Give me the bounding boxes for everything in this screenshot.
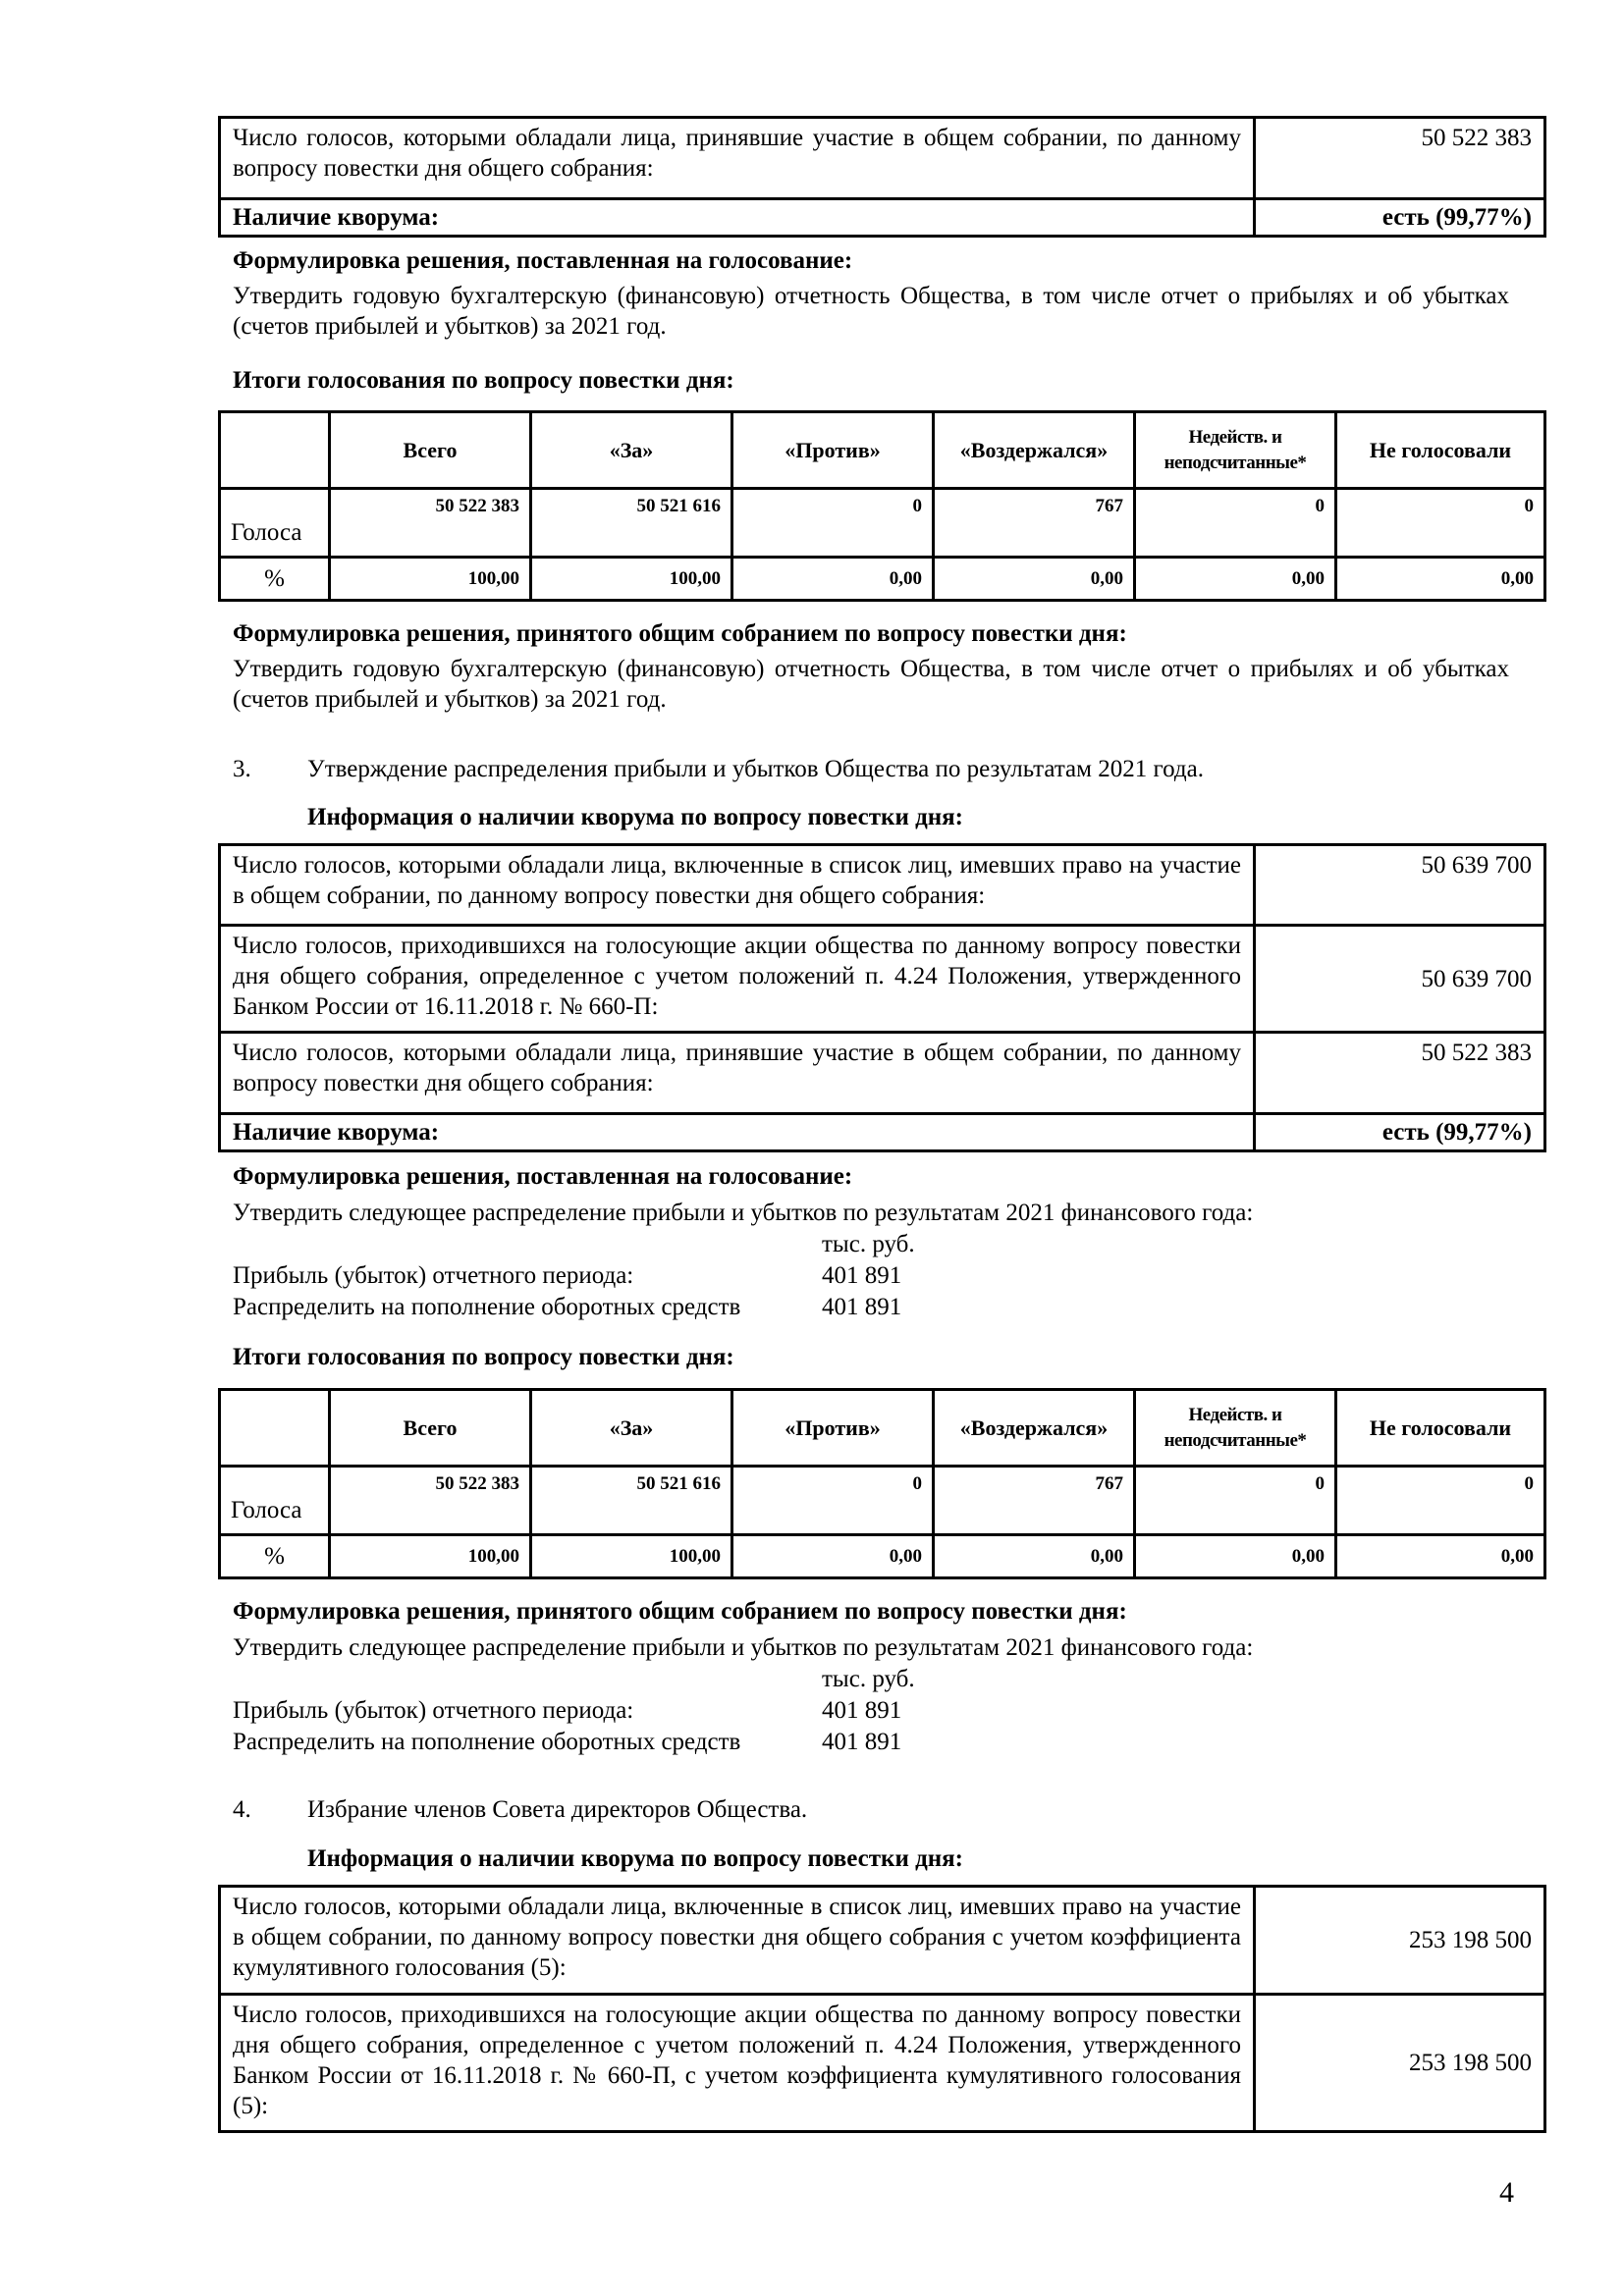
q3-quorum-heading: Информация о наличии кворума по вопросу повестки дня: [307,804,963,830]
q2-proposed-heading: Формулировка решения, поставленная на голосование: [233,247,853,274]
quorum-row-label: Число голосов, которыми обладали лица, включенные в список лиц, имевших право на участие в общем собрании, по данному вопросу повестки дня общего собрания: [220,845,1255,926]
distribution-label: Прибыль (убыток) отчетного периода: [233,1697,634,1724]
q2-quorum-table [218,116,1546,238]
quorum-value: есть (99,77%) [1255,199,1545,237]
pct-for: 100,00 [531,558,732,601]
quorum-result-row [220,1114,1545,1151]
header-not-voted: Не голосовали [1336,412,1545,489]
header-against: «Против» [732,1390,934,1467]
page-number: 4 [1499,2176,1514,2209]
q3-adopted-heading: Формулировка решения, принятого общим собранием по вопросу повестки дня: [233,1598,1127,1625]
q3-results-table [218,1388,1546,1579]
results-header-row [220,412,1545,489]
results-corner-cell [220,1390,330,1467]
quorum-row-label: Число голосов, которыми обладали лица, принявшие участие в общем собрании, по данному вопросу повестки дня общего собрания: [220,1033,1255,1114]
table-row [220,1887,1545,1995]
votes-against: 0 [732,1467,934,1535]
quorum-row-value: 50 639 700 [1255,926,1545,1033]
pct-label: % [220,1535,330,1578]
q3-proposed-heading: Формулировка решения, поставленная на голосование: [233,1163,853,1190]
table-row [220,1033,1545,1114]
distribution-value: 401 891 [822,1729,902,1755]
pct-total: 100,00 [330,558,531,601]
q2-results-table [218,410,1546,602]
q3-quorum-table [218,843,1546,1152]
votes-label: Голоса [220,1467,330,1535]
q3-proposed-text: Утвердить следующее распределение прибыли и убытков по результатам 2021 финансового года: [233,1200,1254,1226]
header-invalid: Недейств. и неподсчитанные* [1135,1390,1336,1467]
quorum-label: Наличие кворума: [220,199,1255,237]
votes-not-voted: 0 [1336,489,1545,558]
q3-results-heading: Итоги голосования по вопросу повестки дня: [233,1344,734,1370]
results-pct-row [220,1535,1545,1578]
distribution-value: 401 891 [822,1697,902,1724]
header-total: Всего [330,412,531,489]
pct-for: 100,00 [531,1535,732,1578]
header-for: «За» [531,412,732,489]
q4-item-title [233,1794,807,1825]
pct-not-voted: 0,00 [1336,558,1545,601]
header-abstain: «Воздержался» [934,1390,1135,1467]
q3-adopted-text: Утвердить следующее распределение прибыли и убытков по результатам 2021 финансового года: [233,1634,1254,1661]
results-pct-row [220,558,1545,601]
table-row [220,118,1545,199]
quorum-row-value: 253 198 500 [1255,1887,1545,1995]
distribution-label: Распределить на пополнение оборотных средств [233,1294,741,1320]
pct-against: 0,00 [732,558,934,601]
quorum-row-label: Число голосов, приходившихся на голосующие акции общества по данному вопросу повестки дня общего собрания, определенное с учетом положений п. 4.24 Положения, утвержденного Банком России от 16.11.2018 г. № 660-П: [220,926,1255,1033]
pct-invalid: 0,00 [1135,558,1336,601]
quorum-label: Наличие кворума: [220,1114,1255,1151]
q2-proposed-text: Утвердить годовую бухгалтерскую (финансовую) отчетность Общества, в том числе отчет о прибылях и об убытках (счетов прибылей и убытков) за 2021 год. [233,283,1509,340]
unit-label: тыс. руб. [822,1666,915,1692]
distribution-label: Распределить на пополнение оборотных средств [233,1729,741,1755]
header-invalid: Недейств. и неподсчитанные* [1135,412,1336,489]
votes-for: 50 521 616 [531,1467,732,1535]
quorum-result-row [220,199,1545,237]
votes-invalid: 0 [1135,1467,1336,1535]
header-abstain: «Воздержался» [934,412,1135,489]
pct-label: % [220,558,330,601]
results-corner-cell [220,412,330,489]
q4-quorum-heading: Информация о наличии кворума по вопросу повестки дня: [307,1845,963,1872]
distribution-label: Прибыль (убыток) отчетного периода: [233,1262,634,1289]
header-against: «Против» [732,412,934,489]
distribution-value: 401 891 [822,1294,902,1320]
q2-results-heading: Итоги голосования по вопросу повестки дня: [233,367,734,394]
unit-label: тыс. руб. [822,1231,915,1257]
votes-total: 50 522 383 [330,489,531,558]
table-row [220,845,1545,926]
q3-title: Утверждение распределения прибыли и убытков Общества по результатам 2021 года. [307,756,1204,782]
q2-adopted-text: Утвердить годовую бухгалтерскую (финансовую) отчетность Общества, в том числе отчет о прибылях и об убытках (счетов прибылей и убытков) за 2021 год. [233,656,1509,713]
quorum-row-label: Число голосов, которыми обладали лица, принявшие участие в общем собрании, по данному вопросу повестки дня общего собрания: [220,118,1255,199]
pct-invalid: 0,00 [1135,1535,1336,1578]
votes-not-voted: 0 [1336,1467,1545,1535]
q3-number: 3. [233,756,251,782]
q3-item-title [233,754,1204,784]
quorum-row-value: 50 522 383 [1255,1033,1545,1114]
results-votes-row [220,489,1545,558]
q4-number: 4. [233,1796,251,1823]
quorum-row-value: 50 639 700 [1255,845,1545,926]
pct-total: 100,00 [330,1535,531,1578]
header-total: Всего [330,1390,531,1467]
table-row [220,926,1545,1033]
distribution-value: 401 891 [822,1262,902,1289]
votes-invalid: 0 [1135,489,1336,558]
header-for: «За» [531,1390,732,1467]
table-row [220,1995,1545,2132]
votes-abstain: 767 [934,489,1135,558]
q4-title: Избрание членов Совета директоров Общества. [307,1796,808,1823]
votes-for: 50 521 616 [531,489,732,558]
header-not-voted: Не голосовали [1336,1390,1545,1467]
votes-abstain: 767 [934,1467,1135,1535]
votes-label: Голоса [220,489,330,558]
pct-abstain: 0,00 [934,1535,1135,1578]
votes-total: 50 522 383 [330,1467,531,1535]
results-votes-row [220,1467,1545,1535]
pct-abstain: 0,00 [934,558,1135,601]
results-header-row [220,1390,1545,1467]
pct-against: 0,00 [732,1535,934,1578]
votes-against: 0 [732,489,934,558]
quorum-value: есть (99,77%) [1255,1114,1545,1151]
pct-not-voted: 0,00 [1336,1535,1545,1578]
quorum-row-value: 253 198 500 [1255,1995,1545,2132]
q4-quorum-table [218,1885,1546,2133]
quorum-row-label: Число голосов, приходившихся на голосующие акции общества по данному вопросу повестки дня общего собрания, определенное с учетом положений п. 4.24 Положения, утвержденного Банком России от 16.11.2018 г. № 660-П, с учетом коэффициента кумулятивного голосования (5): [220,1995,1255,2132]
quorum-row-value: 50 522 383 [1255,118,1545,199]
q2-adopted-heading: Формулировка решения, принятого общим собранием по вопросу повестки дня: [233,620,1127,647]
quorum-row-label: Число голосов, которыми обладали лица, включенные в список лиц, имевших право на участие в общем собрании, по данному вопросу повестки дня общего собрания с учетом коэффициента кумулятивного голосования (5): [220,1887,1255,1995]
